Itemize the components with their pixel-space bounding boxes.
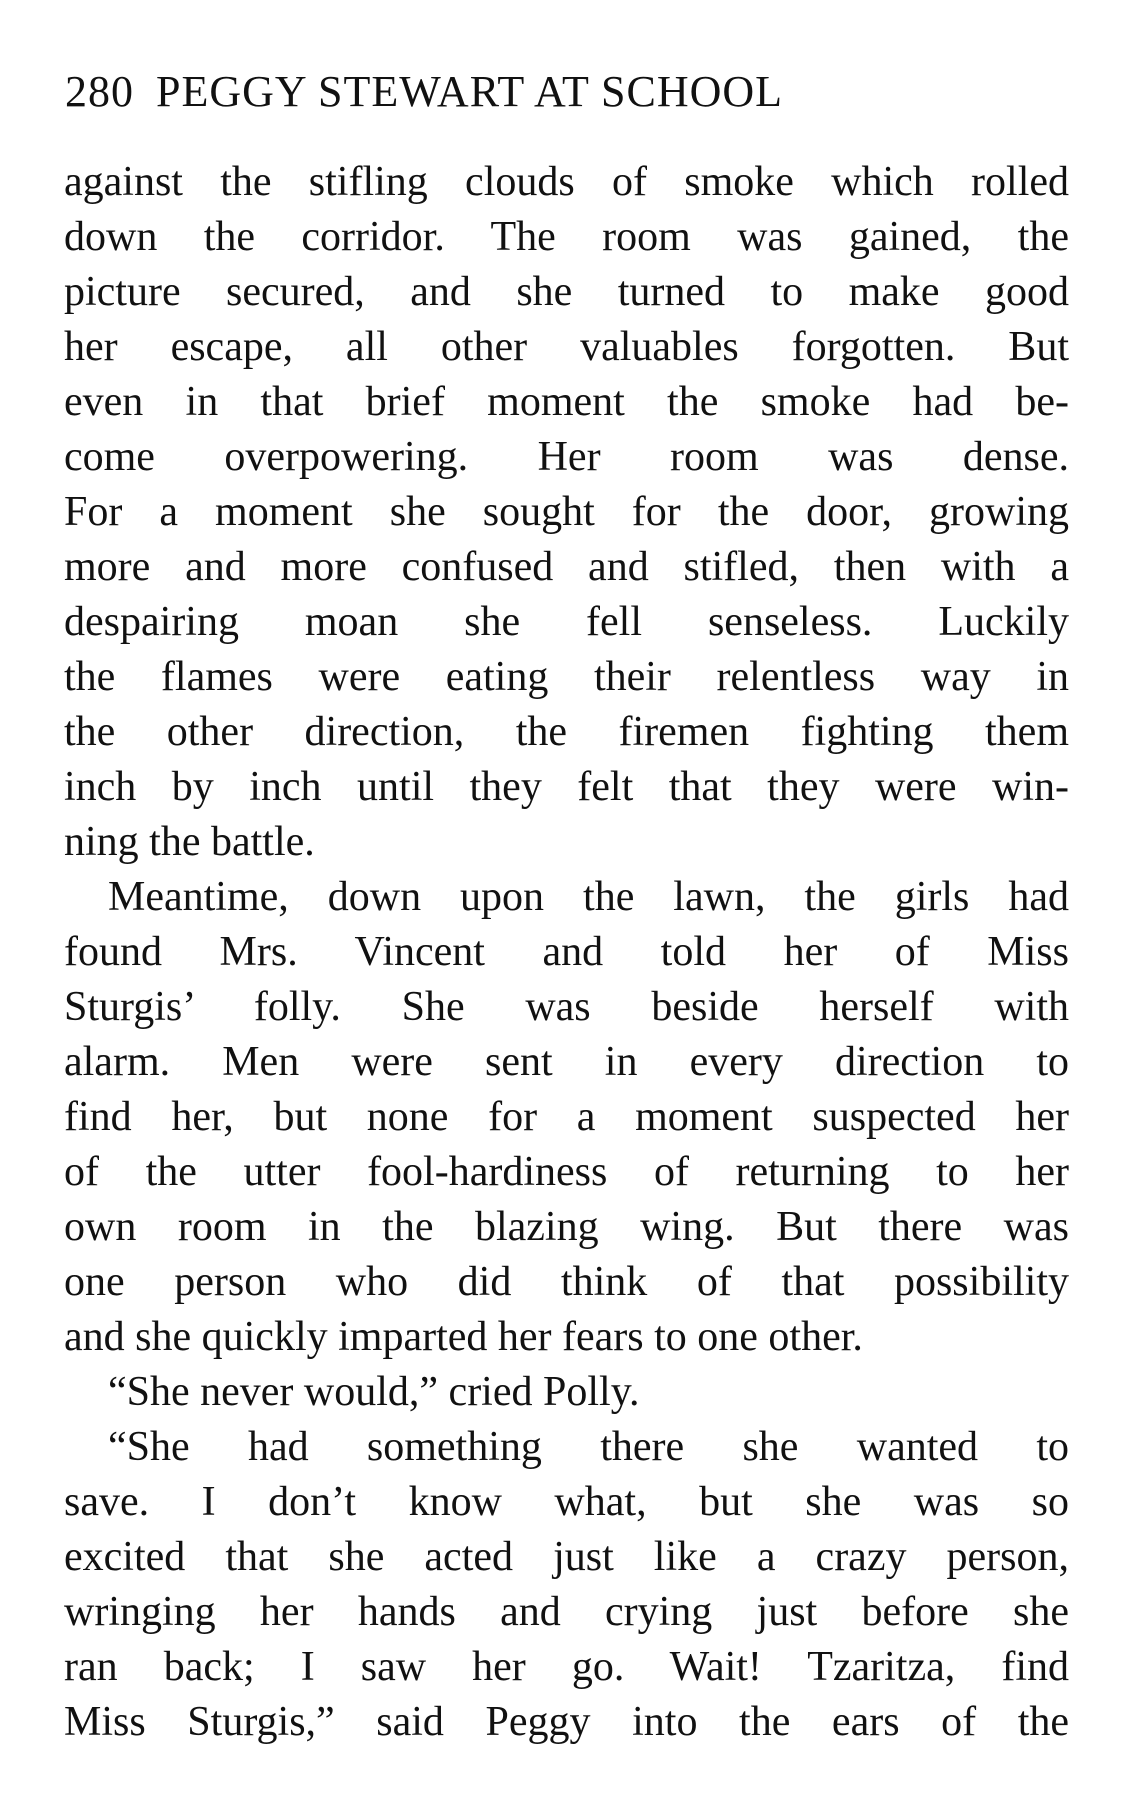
running-title: PEGGY STEWART AT SCHOOL: [156, 67, 784, 116]
text-line: found Mrs. Vincent and told her of Miss: [64, 929, 1069, 975]
body-text: [64, 155, 1069, 1750]
text-line: her escape, all other valuables forgotten. But: [64, 324, 1069, 370]
text-line: the flames were eating their relentless way in: [64, 654, 1069, 700]
paragraph-end-line: and she quickly imparted her fears to one other.: [64, 1314, 863, 1360]
text-line: excited that she acted just like a crazy person,: [64, 1534, 1069, 1580]
text-line: Miss Sturgis,” said Peggy into the ears of the: [64, 1699, 1069, 1745]
dialogue-line: “She never would,” cried Polly.: [108, 1369, 640, 1415]
text-line: find her, but none for a moment suspected her: [64, 1094, 1069, 1140]
paragraph-end-line: ning the battle.: [64, 819, 315, 865]
text-line: more and more confused and stifled, then with a: [64, 544, 1069, 590]
page-number: 280: [65, 67, 134, 116]
text-line: despairing moan she fell senseless. Luckily: [64, 599, 1069, 645]
text-line: wringing her hands and crying just before she: [64, 1589, 1069, 1635]
text-line: ran back; I saw her go. Wait! Tzaritza, find: [64, 1644, 1069, 1690]
paragraph-first-line: Meantime, down upon the lawn, the girls had: [108, 874, 1069, 920]
text-line: picture secured, and she turned to make good: [64, 269, 1069, 315]
text-line: inch by inch until they felt that they were win-: [64, 764, 1069, 810]
running-header: [65, 62, 783, 122]
text-line: For a moment she sought for the door, growing: [64, 489, 1069, 535]
text-line: own room in the blazing wing. But there was: [64, 1204, 1069, 1250]
text-line: even in that brief moment the smoke had be-: [64, 379, 1069, 425]
text-line: down the corridor. The room was gained, the: [64, 214, 1069, 260]
text-line: save. I don’t know what, but she was so: [64, 1479, 1069, 1525]
text-line: alarm. Men were sent in every direction to: [64, 1039, 1069, 1085]
paragraph-first-line: “She had something there she wanted to: [108, 1424, 1069, 1470]
text-line: against the stifling clouds of smoke which rolled: [64, 159, 1069, 205]
text-line: of the utter fool-hardiness of returning to her: [64, 1149, 1069, 1195]
text-line: come overpowering. Her room was dense.: [64, 434, 1069, 480]
text-line: the other direction, the firemen fighting them: [64, 709, 1069, 755]
text-line: one person who did think of that possibility: [64, 1259, 1069, 1305]
text-line: Sturgis’ folly. She was beside herself with: [64, 984, 1069, 1030]
